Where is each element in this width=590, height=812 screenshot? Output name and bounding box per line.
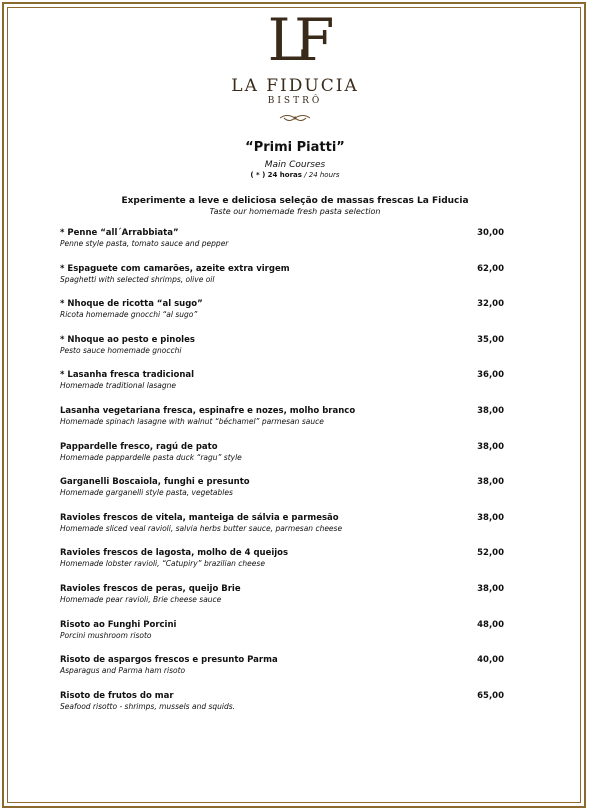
menu-item-price: 40,00: [477, 655, 504, 666]
menu-item: [60, 655, 504, 691]
menu-item: [60, 477, 504, 513]
menu-item-name: Ravioles frescos de lagosta, molho de 4 queijos: [60, 548, 289, 559]
menu-item-description: Homemade garganelli style pasta, vegetables: [60, 488, 233, 498]
menu-item: [60, 620, 504, 656]
menu-item-description: Spaghetti with selected shrimps, olive oil: [60, 274, 215, 284]
section-subtitle: Main Courses: [264, 160, 326, 170]
menu-item-description: Asparagus and Parma ham risoto: [60, 666, 186, 676]
menu-item-name: * Espaguete com camarões, azeite extra virgem: [60, 263, 290, 274]
menu-item-name: Risoto de frutos do mar: [60, 690, 174, 701]
menu-item-description: Homemade lobster ravioli, “Catupiry” brazilian cheese: [60, 559, 265, 569]
section-header: [0, 140, 590, 179]
menu-item-description: Seafood risotto - shrimps, mussels and squids.: [60, 701, 236, 711]
intro-english: Taste our homemade fresh pasta selection: [209, 207, 381, 216]
menu-item-price: 38,00: [477, 583, 504, 594]
menu-item-name: Risoto de aspargos frescos e presunto Parma: [60, 655, 278, 666]
menu-item-description: Homemade spinach lasagne with walnut “béchamel” parmesan sauce: [60, 416, 324, 426]
menu-item-price: 65,00: [477, 690, 504, 701]
menu-item: [60, 335, 504, 371]
menu-item-price: 38,00: [477, 477, 504, 488]
logo-monogram: LF: [267, 6, 323, 74]
menu-item: [60, 370, 504, 406]
menu-item-description: Homemade traditional lasagne: [60, 381, 177, 391]
menu-item-description: Porcini mushroom risoto: [60, 630, 152, 640]
menu-item: [60, 584, 504, 620]
menu-item-price: 52,00: [477, 548, 504, 559]
menu-item: [60, 406, 504, 442]
menu-item-name: Garganelli Boscaiola, funghi e presunto: [60, 477, 250, 488]
menu-item-description: Pesto sauce homemade gnocchi: [60, 345, 182, 355]
restaurant-name: LA FIDUCIA: [231, 76, 359, 96]
menu-item-price: 62,00: [477, 263, 504, 274]
menu-item-name: * Penne “all´Arrabbiata”: [60, 228, 179, 238]
menu-item-price: 38,00: [477, 512, 504, 523]
menu-item: [60, 691, 504, 727]
menu-item-price: 48,00: [477, 619, 504, 630]
menu-item-name: Ravioles frescos de peras, queijo Brie: [60, 583, 241, 594]
menu-item: [60, 299, 504, 335]
restaurant-subname: BISTRÔ: [267, 96, 323, 106]
menu-item-price: 35,00: [477, 334, 504, 345]
menu-item-description: Homemade pear ravioli, Brie cheese sauce: [60, 594, 222, 604]
menu-item-name: * Lasanha fresca tradicional: [60, 370, 195, 381]
section-title: “Primi Piatti”: [245, 140, 345, 155]
menu-item: [60, 442, 504, 478]
menu-item-name: * Nhoque de ricotta “al sugo”: [60, 299, 203, 310]
intro: [0, 196, 590, 216]
hours-en: / 24 hours: [304, 171, 340, 179]
menu-item: [60, 264, 504, 300]
menu-item-description: Ricota homemade gnocchi “al sugo”: [60, 310, 198, 320]
ornament-icon: [0, 108, 590, 118]
menu-item-price: 32,00: [477, 299, 504, 310]
menu-item-name: Pappardelle fresco, ragú de pato: [60, 441, 218, 452]
menu-item-name: * Nhoque ao pesto e pinoles: [60, 334, 195, 345]
hours-mark: ( * ): [250, 171, 266, 179]
menu-item-description: Homemade sliced veal ravioli, salvia herbs butter sauce, parmesan cheese: [60, 523, 343, 533]
menu-item-name: Ravioles frescos de vitela, manteiga de sálvia e parmesão: [60, 512, 339, 523]
menu-item-price: 38,00: [477, 405, 504, 416]
intro-portuguese: Experimente a leve e deliciosa seleção de massas frescas La Fiducia: [121, 196, 469, 206]
menu-item-name: Risoto ao Funghi Porcini: [60, 619, 177, 630]
menu-item-description: Homemade pappardelle pasta duck “ragu” style: [60, 452, 242, 462]
hours-note: [0, 171, 590, 179]
menu-item-price: 38,00: [477, 441, 504, 452]
menu-items-list: [60, 228, 504, 726]
menu-item-name: Lasanha vegetariana fresca, espinafre e nozes, molho branco: [60, 405, 356, 416]
menu-item-price: 30,00: [477, 228, 504, 238]
restaurant-logo: [0, 6, 590, 118]
hours-pt: 24 horas: [267, 171, 302, 179]
menu-item: [60, 513, 504, 549]
menu-item-price: 36,00: [477, 370, 504, 381]
menu-item: [60, 548, 504, 584]
menu-item-description: Penne style pasta, tomato sauce and pepper: [60, 239, 229, 248]
menu-item: [60, 228, 504, 264]
